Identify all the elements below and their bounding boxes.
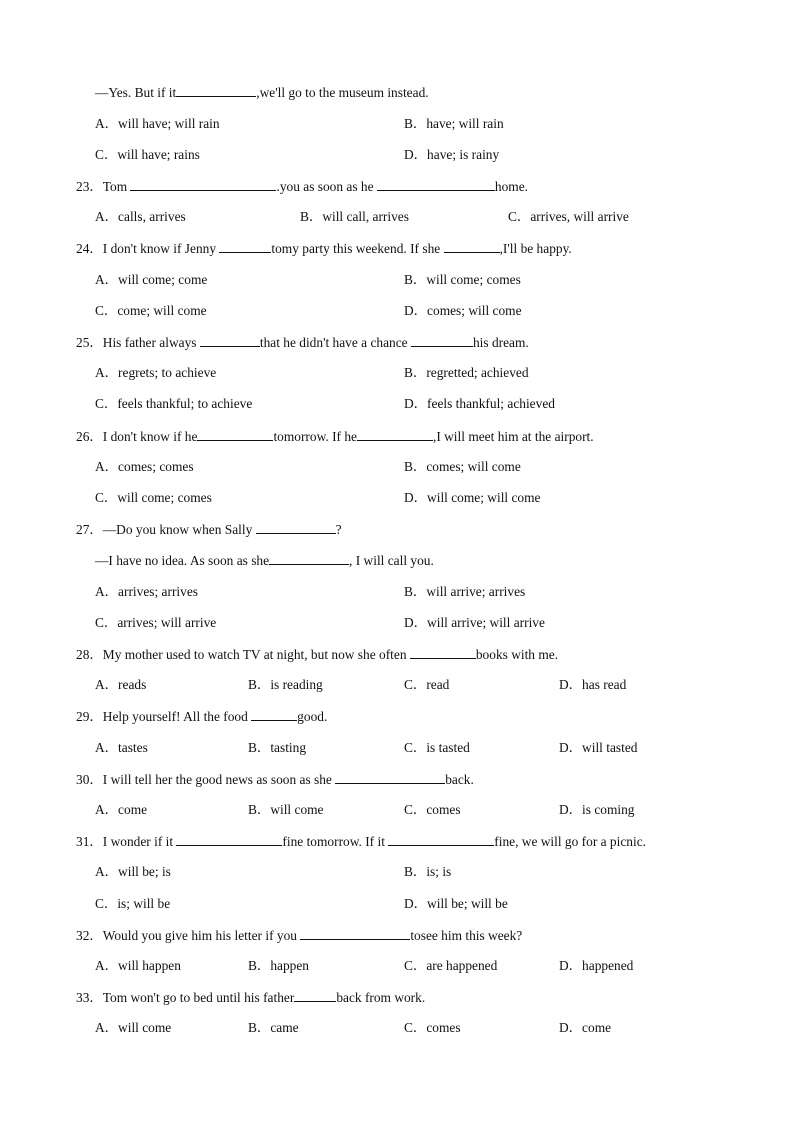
question-text: tomorrow. If he (273, 429, 357, 444)
question-text: .you as soon as he (276, 179, 377, 194)
question-text: back from work. (336, 990, 426, 1005)
question-text: —I have no idea. As soon as she (95, 553, 270, 568)
question-text: tosee him this week? (410, 928, 523, 943)
answer-option: C．comes (404, 1020, 461, 1035)
answer-option: A．will come; come (95, 272, 208, 287)
answer-option: C．will come; comes (95, 490, 212, 505)
answer-option: A．will have; will rain (95, 116, 220, 131)
answer-option: A．arrives; arrives (95, 584, 198, 599)
answer-option: B．will come; comes (404, 272, 521, 287)
question-text: 31．I wonder if it (76, 834, 177, 849)
answer-blank (176, 833, 282, 846)
answer-option: C．arrives; will arrive (95, 615, 217, 630)
answer-option: C．comes (404, 802, 461, 817)
answer-blank (251, 708, 297, 721)
answer-option: C．read (404, 677, 450, 692)
question-line (95, 84, 429, 101)
answer-option: D．will come; will come (404, 490, 541, 505)
question-text: good. (297, 709, 328, 724)
answer-blank (377, 178, 495, 191)
answer-option: D．will arrive; will arrive (404, 615, 545, 630)
question-text: 23．Tom (76, 179, 131, 194)
answer-blank (269, 552, 349, 565)
answer-option: D．have; is rainy (404, 147, 500, 162)
answer-option: A．comes; comes (95, 459, 194, 474)
question-text: ,I'll be happy. (499, 241, 572, 256)
answer-option: C．is tasted (404, 740, 470, 755)
question-text: tomy party this weekend. If she (271, 241, 444, 256)
question-text: 28．My mother used to watch TV at night, but now she often (76, 647, 410, 662)
question-text: 27．—Do you know when Sally (76, 522, 256, 537)
answer-blank (219, 240, 271, 253)
answer-option: A．will happen (95, 958, 181, 973)
answer-option: B．is reading (248, 677, 323, 692)
answer-blank (335, 771, 445, 784)
answer-option: B．came (248, 1020, 299, 1035)
answer-blank (388, 833, 494, 846)
answer-option: D．will tasted (559, 740, 638, 755)
answer-option: A．tastes (95, 740, 148, 755)
question-text: 32．Would you give him his letter if you (76, 928, 301, 943)
answer-blank (176, 84, 256, 97)
question-text: 24．I don't know if Jenny (76, 241, 220, 256)
answer-blank (197, 428, 273, 441)
answer-option: C．is; will be (95, 896, 171, 911)
question-line (76, 833, 646, 850)
question-text: fine, we will go for a picnic. (494, 834, 646, 849)
question-text: 29．Help yourself! All the food (76, 709, 252, 724)
question-line (76, 240, 572, 257)
answer-option: A．calls, arrives (95, 209, 186, 224)
answer-option: A．come (95, 802, 148, 817)
question-line (76, 334, 529, 351)
answer-option: A．will come (95, 1020, 172, 1035)
answer-option: C．come; will come (95, 303, 207, 318)
question-text: ,I will meet him at the airport. (432, 429, 594, 444)
answer-option: C．feels thankful; to achieve (95, 396, 253, 411)
question-text: that he didn't have a chance (259, 335, 411, 350)
answer-option: D．feels thankful; achieved (404, 396, 555, 411)
question-text: 25．His father always (76, 335, 200, 350)
question-text: ? (335, 522, 342, 537)
question-line (76, 989, 425, 1006)
answer-blank (256, 521, 336, 534)
answer-option: B．tasting (248, 740, 307, 755)
question-text: 30．I will tell her the good news as soon as she (76, 772, 336, 787)
answer-option: A．regrets; to achieve (95, 365, 217, 380)
answer-option: B．will come (248, 802, 324, 817)
answer-option: B．will call, arrives (300, 209, 409, 224)
answer-option: C．are happened (404, 958, 498, 973)
answer-option: D．is coming (559, 802, 635, 817)
answer-blank (357, 428, 433, 441)
answer-option: B．have; will rain (404, 116, 504, 131)
answer-option: D．will be; will be (404, 896, 508, 911)
question-line (76, 927, 522, 944)
question-text: back. (445, 772, 474, 787)
answer-option: A．reads (95, 677, 147, 692)
answer-option: D．come (559, 1020, 612, 1035)
answer-blank (300, 927, 410, 940)
question-text: fine tomorrow. If it (282, 834, 389, 849)
answer-option: B．regretted; achieved (404, 365, 529, 380)
answer-option: D．happened (559, 958, 634, 973)
answer-option: B．comes; will come (404, 459, 521, 474)
question-text: , I will call you. (349, 553, 434, 568)
question-text: 26．I don't know if he (76, 429, 198, 444)
question-line (76, 771, 474, 788)
answer-option: D．comes; will come (404, 303, 522, 318)
answer-blank (294, 989, 336, 1002)
question-line (76, 708, 327, 725)
question-text: —Yes. But if it (95, 85, 177, 100)
answer-blank (410, 646, 476, 659)
question-line (76, 178, 528, 195)
answer-option: B．will arrive; arrives (404, 584, 526, 599)
answer-option: D．has read (559, 677, 627, 692)
question-text: books with me. (475, 647, 559, 662)
question-line (76, 428, 594, 445)
answer-blank (411, 334, 473, 347)
answer-blank (200, 334, 260, 347)
question-text: his dream. (472, 335, 529, 350)
answer-blank (130, 178, 276, 191)
answer-option: B．is; is (404, 864, 452, 879)
question-text: home. (494, 179, 529, 194)
answer-option: C．arrives, will arrive (508, 209, 629, 224)
answer-option: C．will have; rains (95, 147, 200, 162)
question-line (76, 646, 558, 663)
answer-option: A．will be; is (95, 864, 171, 879)
question-text: ,we'll go to the museum instead. (256, 85, 429, 100)
answer-option: B．happen (248, 958, 309, 973)
question-line (95, 552, 434, 569)
question-text: 33．Tom won't go to bed until his father (76, 990, 295, 1005)
question-line (76, 521, 342, 538)
answer-blank (444, 240, 500, 253)
